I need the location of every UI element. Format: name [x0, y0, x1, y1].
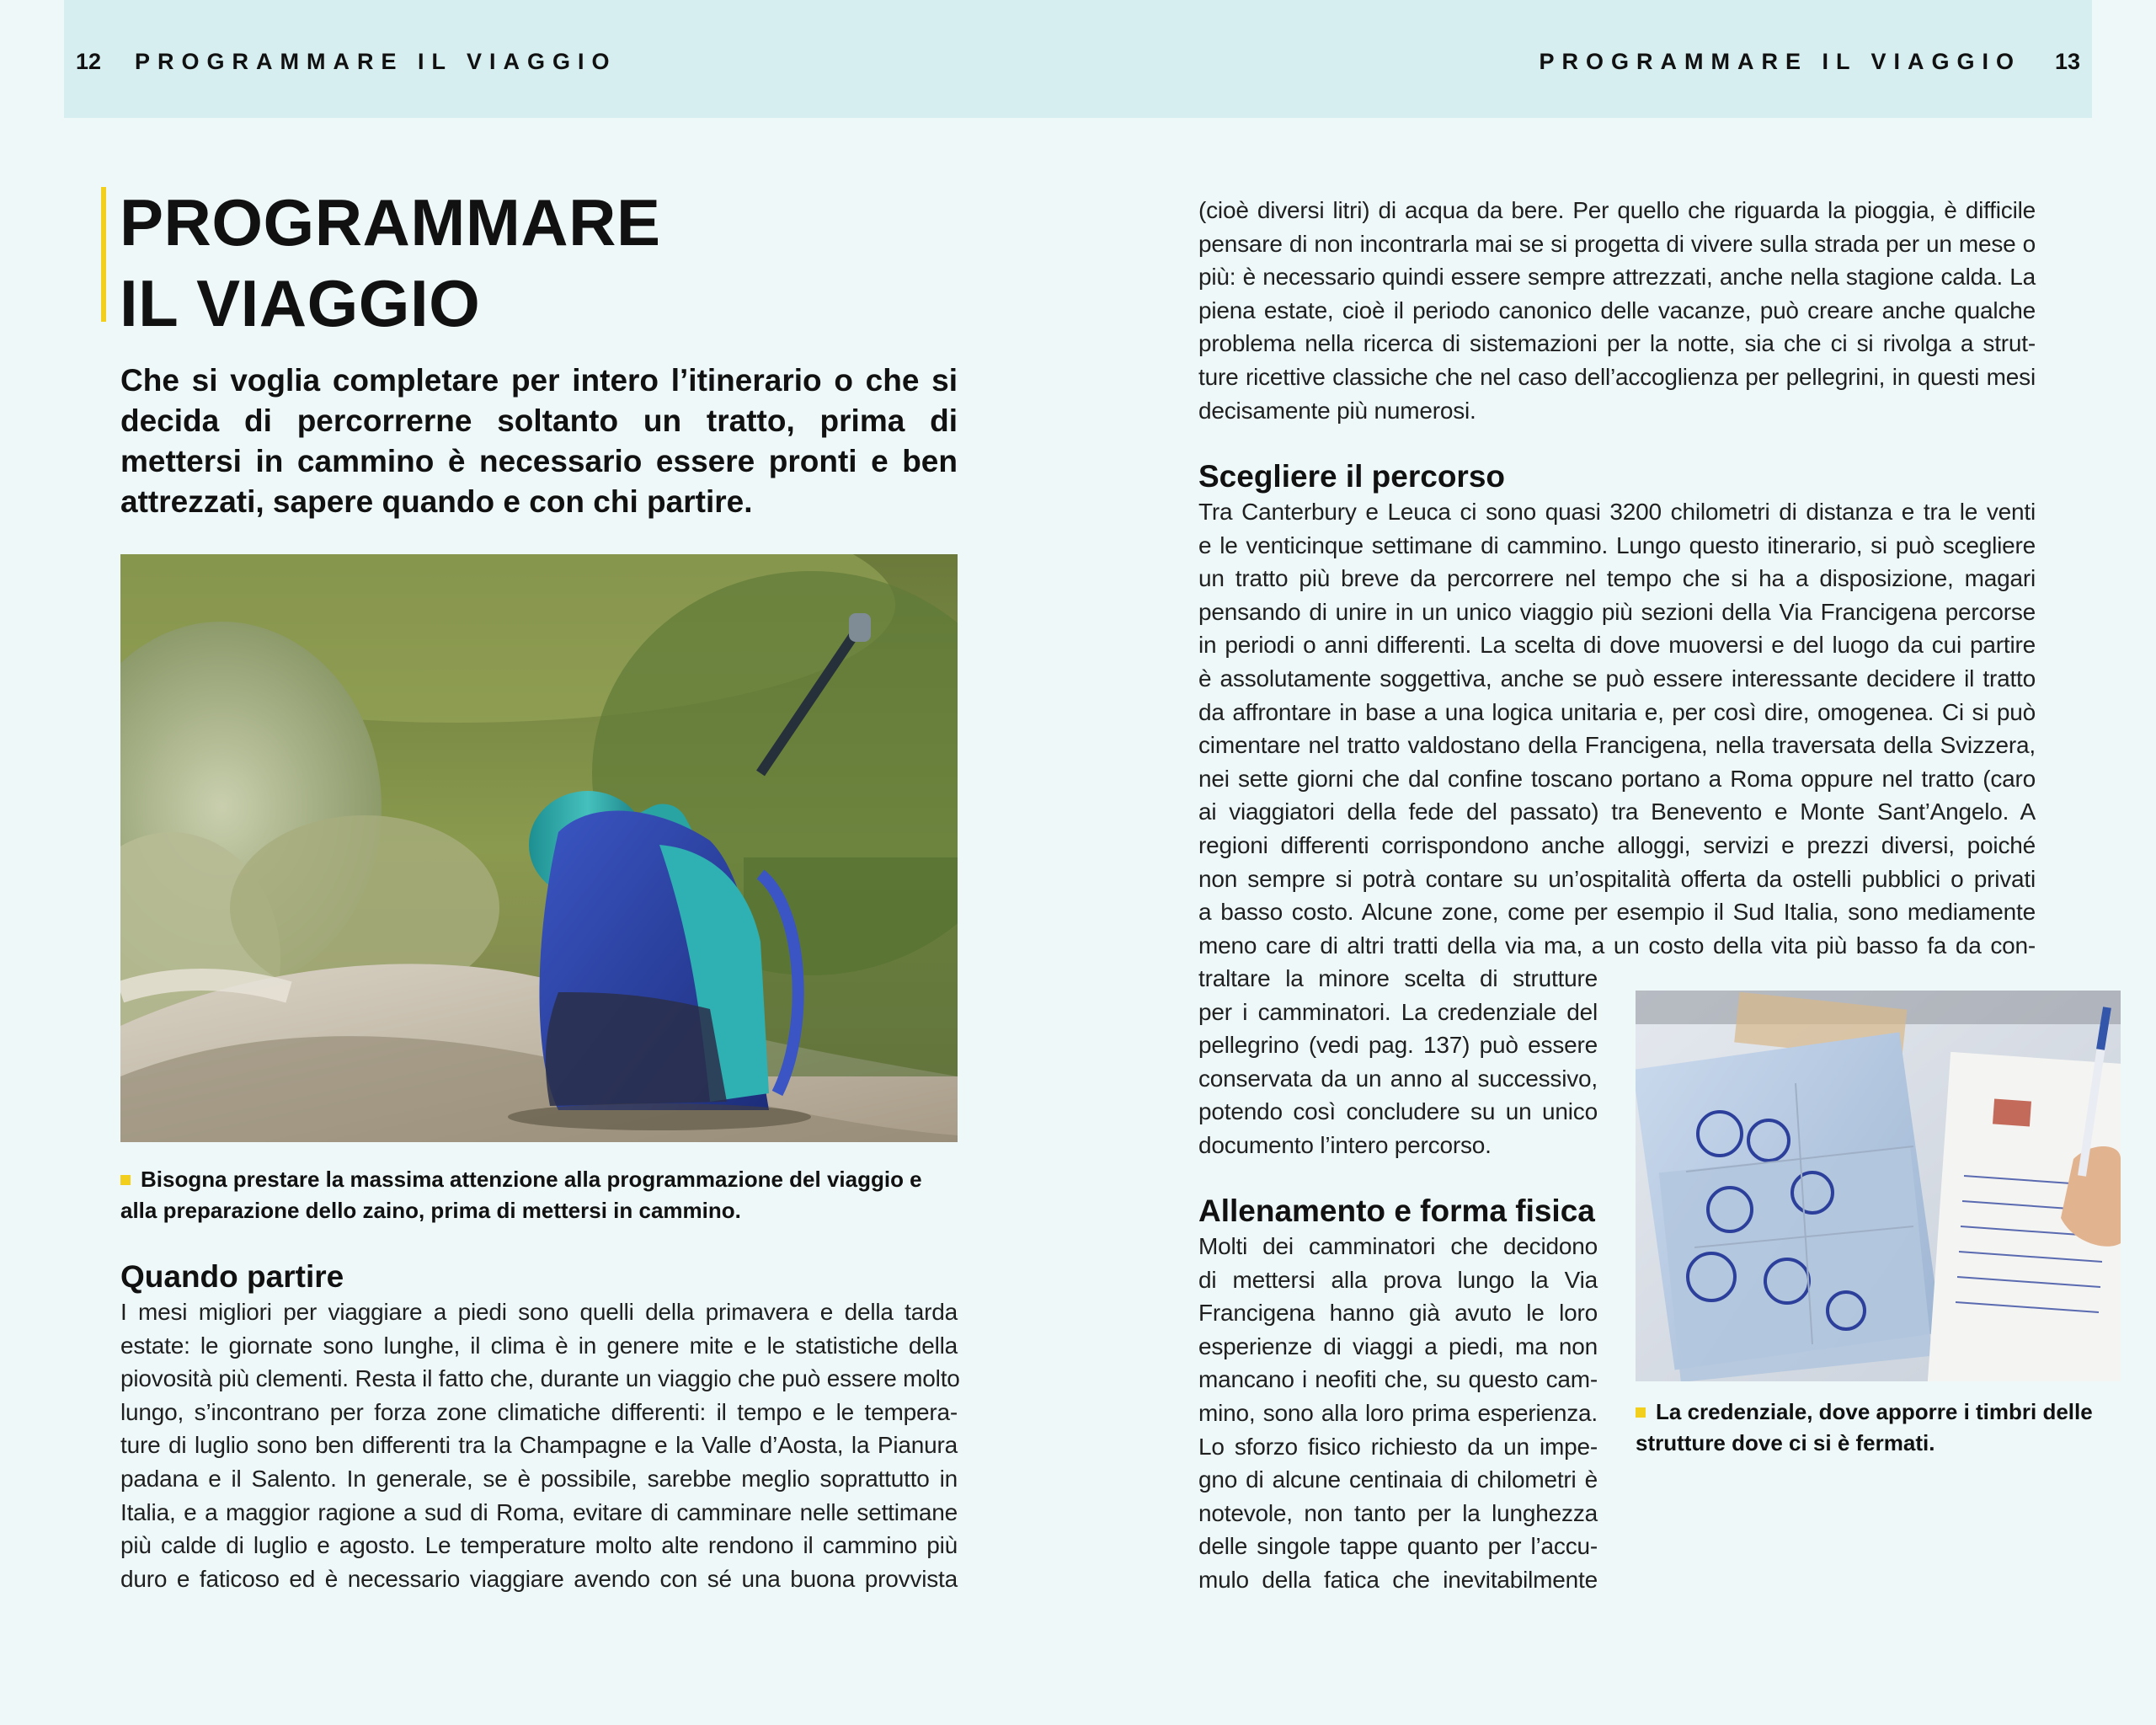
- text-line: piovosità più clementi. Resta il fatto che, durante un viaggio che può essere molto: [120, 1365, 960, 1392]
- text-line: notevole, non tanto per la lunghezza: [1198, 1499, 1598, 1526]
- text-line: padana e il Salento. In generale, se è possibile, sarebbe meglio soprattutto in: [120, 1465, 958, 1492]
- text-line: è assolutamente soggettiva, anche se può essere interessante decidere il tratto: [1198, 665, 2036, 692]
- text-line: mulo della fatica che inevitabilmente: [1198, 1566, 1598, 1593]
- text-line: e le venticinque settimane di cammino. Lungo questo itinerario, si può scegliere: [1198, 531, 2036, 558]
- text-continued: [1198, 194, 2036, 427]
- text-line: lungo, s’incontrano per forza zone climatiche differenti: il tempo e le tempera-: [120, 1398, 958, 1425]
- chapter-title: [120, 182, 661, 344]
- running-header-right: [1078, 0, 2092, 118]
- chapter-title-line-2: IL VIAGGIO: [120, 266, 481, 340]
- credential-caption-text: La credenziale, dove apporre i timbri delle strutture dove ci si è fermati.: [1636, 1399, 2093, 1455]
- text-quando-partire: [120, 1295, 958, 1595]
- text-line: decisamente più numerosi.: [1198, 397, 1476, 424]
- text-line: Tra Canterbury e Leuca ci sono quasi 3200 chilometri di distanza e tra le venti: [1198, 499, 2036, 525]
- heading-scegliere-percorso: Scegliere il percorso: [1198, 459, 1506, 494]
- left-page-number: 12: [76, 49, 102, 74]
- text-line: a basso costo. Alcune zone, come per esempio il Sud Italia, sono mediamente: [1198, 899, 2036, 926]
- text-scegliere-percorso-narrow: [1198, 962, 1598, 1162]
- text-line: estate: le giornate sono lunghe, il clima è in genere mite e le statistiche della: [120, 1332, 958, 1359]
- backpack-caption: [120, 1164, 958, 1226]
- text-line: (cioè diversi litri) di acqua da bere. Per quello che riguarda la pioggia, è difficile: [1198, 197, 2036, 223]
- text-line: conservata da un anno al successivo,: [1198, 1065, 1598, 1092]
- right-running-title: PROGRAMMARE IL VIAGGIO: [1539, 49, 2021, 74]
- text-line: documento l’intero percorso.: [1198, 1131, 1492, 1158]
- text-line: Italia, e a maggior ragione a sud di Roma, evitare di camminare nelle settimane: [120, 1498, 958, 1525]
- chapter-lead: Che si voglia completare per intero l’itinerario o che si decida di percorrerne soltanto un tratto, prima di mettersi in cammino è necessario essere pronti e ben attrezzati, sapere quando e con chi partire.: [120, 363, 958, 519]
- text-line: ture di luglio sono ben differenti tra la Champagne e la Valle d’Aosta, la Pianura: [120, 1432, 958, 1459]
- heading-quando-partire: Quando partire: [120, 1259, 344, 1294]
- text-line: Francigena hanno già avuto le loro: [1198, 1300, 1598, 1327]
- text-line: per i camminatori. La credenziale del: [1198, 998, 1598, 1025]
- text-line: problema nella ricerca di sistemazioni per la notte, sia che ci si rivolga a strut-: [1198, 330, 2036, 357]
- credential-caption: [1636, 1397, 2121, 1459]
- text-line: ture ricettive classiche che nel caso dell’accoglienza per pellegrini, in questi mesi: [1198, 363, 2036, 390]
- heading-allenamento: Allenamento e forma fisica: [1198, 1194, 1595, 1228]
- running-header-left: [64, 0, 1078, 118]
- text-line: Molti dei camminatori che decidono: [1198, 1233, 1598, 1259]
- credential-photo: [1636, 991, 2121, 1381]
- text-line: delle singole tappe quanto per l’accu-: [1198, 1533, 1598, 1560]
- text-line: più calde di luglio e agosto. Le temperature molto alte rendono il cammino più: [120, 1532, 958, 1559]
- text-line: Lo sforzo fisico richiesto da un impe-: [1198, 1433, 1598, 1460]
- text-line: mancano i neofiti che, su questo cam-: [1198, 1366, 1598, 1393]
- text-line: potendo così concludere su un unico: [1198, 1098, 1598, 1125]
- text-line: pellegrino (vedi pag. 137) può essere: [1198, 1032, 1598, 1059]
- text-line: non sempre si potrà contare su un’ospitalità offerta da ostelli pubblici o privati: [1198, 865, 2036, 892]
- text-line: in periodi o anni differenti. La scelta di dove muoversi e del luogo da cui partire: [1198, 632, 2036, 659]
- text-line: gno di alcune centinaia di chilometri è: [1198, 1466, 1598, 1493]
- right-page-number: 13: [2054, 49, 2080, 74]
- text-line: più: è necessario quindi essere sempre attrezzati, anche nella stagione calda. La: [1198, 264, 2036, 291]
- text-line: mino, sono alla loro prima esperienza.: [1198, 1399, 1598, 1426]
- left-running-title: PROGRAMMARE IL VIAGGIO: [135, 49, 617, 74]
- chapter-title-line-1: PROGRAMMARE: [120, 185, 661, 259]
- text-line: I mesi migliori per viaggiare a piedi sono quelli della primavera e della tarda: [120, 1299, 958, 1325]
- text-line: regioni differenti corrispondono anche alloggi, servizi e prezzi diversi, poiché: [1198, 831, 2036, 858]
- text-line: piena estate, cioè il periodo canonico delle vacanze, può creare anche qualche: [1198, 296, 2036, 323]
- text-line: esperienze di viaggi a piedi, ma non: [1198, 1332, 1598, 1359]
- text-allenamento: [1198, 1230, 1598, 1597]
- backpack-photo: [120, 554, 958, 1142]
- title-accent-bar: [101, 187, 106, 322]
- text-line: nei sette giorni che dal confine toscano portano a Roma oppure nel tratto (caro: [1198, 765, 2036, 792]
- text-line: duro e faticoso ed è necessario viaggiare avendo con sé una buona provvista: [120, 1565, 958, 1592]
- backpack-caption-text: Bisogna prestare la massima attenzione alla programmazione del viaggio e alla preparazione dello zaino, prima di mettersi in cammino.: [120, 1167, 922, 1223]
- text-line: traltare la minore scelta di strutture: [1198, 965, 1598, 991]
- text-line: pensare di non incontrarla mai se si progetta di vivere sulla strada per un mese o: [1198, 230, 2036, 257]
- caption-marker-square: [120, 1175, 131, 1185]
- text-line: ai viaggiatori della fede del passato) tra Benevento e Monte Sant’Angelo. A: [1198, 798, 2036, 825]
- caption-marker-square: [1636, 1407, 1646, 1418]
- text-line: da affrontare in base a una logica unitaria e, per così dire, omogenea. Ci si può: [1198, 698, 2036, 725]
- text-line: un tratto più breve da percorrere nel tempo che si ha a disposizione, magari: [1198, 565, 2036, 592]
- text-line: meno care di altri tratti della via ma, a un costo della vita più basso fa da con-: [1198, 932, 2036, 959]
- text-line: pensando di unire in un unico viaggio più sezioni della Via Francigena percorse: [1198, 598, 2036, 625]
- text-line: di mettersi alla prova lungo la Via: [1198, 1266, 1598, 1293]
- text-line: cimentare nel tratto valdostano della Francigena, nella traversata della Svizzera,: [1198, 732, 2036, 759]
- text-scegliere-percorso: [1198, 495, 2036, 962]
